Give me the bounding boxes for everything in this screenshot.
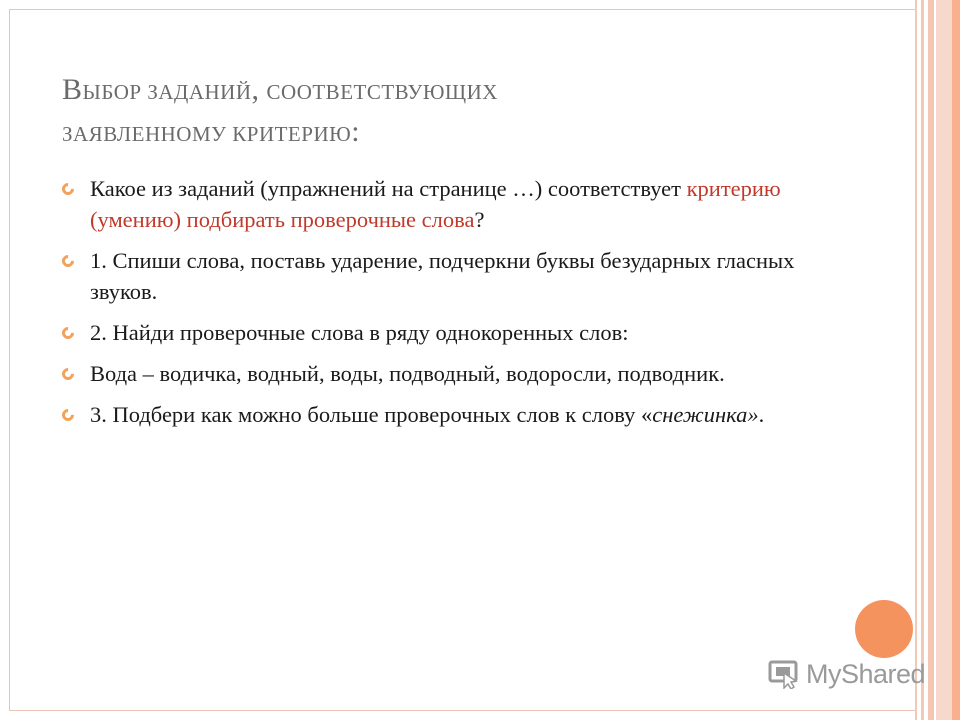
item-text: ? xyxy=(474,207,485,232)
watermark-logo xyxy=(768,656,925,692)
item-text: Вода – водичка, водный, воды, подводный, водоросли, подводник. xyxy=(90,361,725,386)
item-text: 1. Спиши слова, поставь ударение, подчеркни буквы безударных гласных звуков. xyxy=(90,248,795,304)
frame-top-line xyxy=(10,9,915,10)
frame-bottom-line xyxy=(10,710,915,711)
decor-stripe xyxy=(936,0,952,720)
bullet-list xyxy=(62,173,842,440)
list-item xyxy=(62,245,842,307)
title-initial: В xyxy=(62,73,83,106)
title-text: СООТВЕТСТВУЮЩИХ xyxy=(266,80,498,104)
item-text: 2. Найди проверочные слова в ряду однокоренных слов: xyxy=(90,320,629,345)
title-text: ЗАЯВЛЕННОМУ КРИТЕРИЮ xyxy=(62,122,352,146)
title-text: ЫБОР ЗАДАНИЙ xyxy=(82,80,252,104)
bullet-icon xyxy=(60,325,77,342)
list-item xyxy=(62,173,842,235)
decor-stripe xyxy=(915,0,917,720)
bullet-icon xyxy=(60,407,77,424)
title-colon: : xyxy=(351,115,361,148)
bullet-icon xyxy=(60,253,77,270)
frame-left-line xyxy=(9,9,10,711)
decor-stripe xyxy=(921,0,924,720)
item-highlight: критерию (умению) подбирать проверочные слова xyxy=(90,176,781,232)
decor-stripe xyxy=(952,0,960,720)
mouse-cursor-icon xyxy=(768,659,800,689)
slide-title xyxy=(62,70,842,154)
decor-stripe xyxy=(928,0,934,720)
bullet-icon xyxy=(60,366,77,383)
bullet-icon xyxy=(60,181,77,198)
list-item xyxy=(62,317,842,348)
item-text: Какое из заданий (упражнений на странице …) соответствует xyxy=(90,176,687,201)
item-text: . xyxy=(758,402,765,427)
item-emphasis: снежинка» xyxy=(652,402,759,427)
decor-circle xyxy=(855,600,913,658)
logo-text: MyShared xyxy=(806,658,926,689)
title-comma: , xyxy=(251,73,260,106)
list-item xyxy=(62,399,842,430)
list-item xyxy=(62,358,842,389)
item-text: 3. Подбери как можно больше проверочных слов к слову « xyxy=(90,402,653,427)
